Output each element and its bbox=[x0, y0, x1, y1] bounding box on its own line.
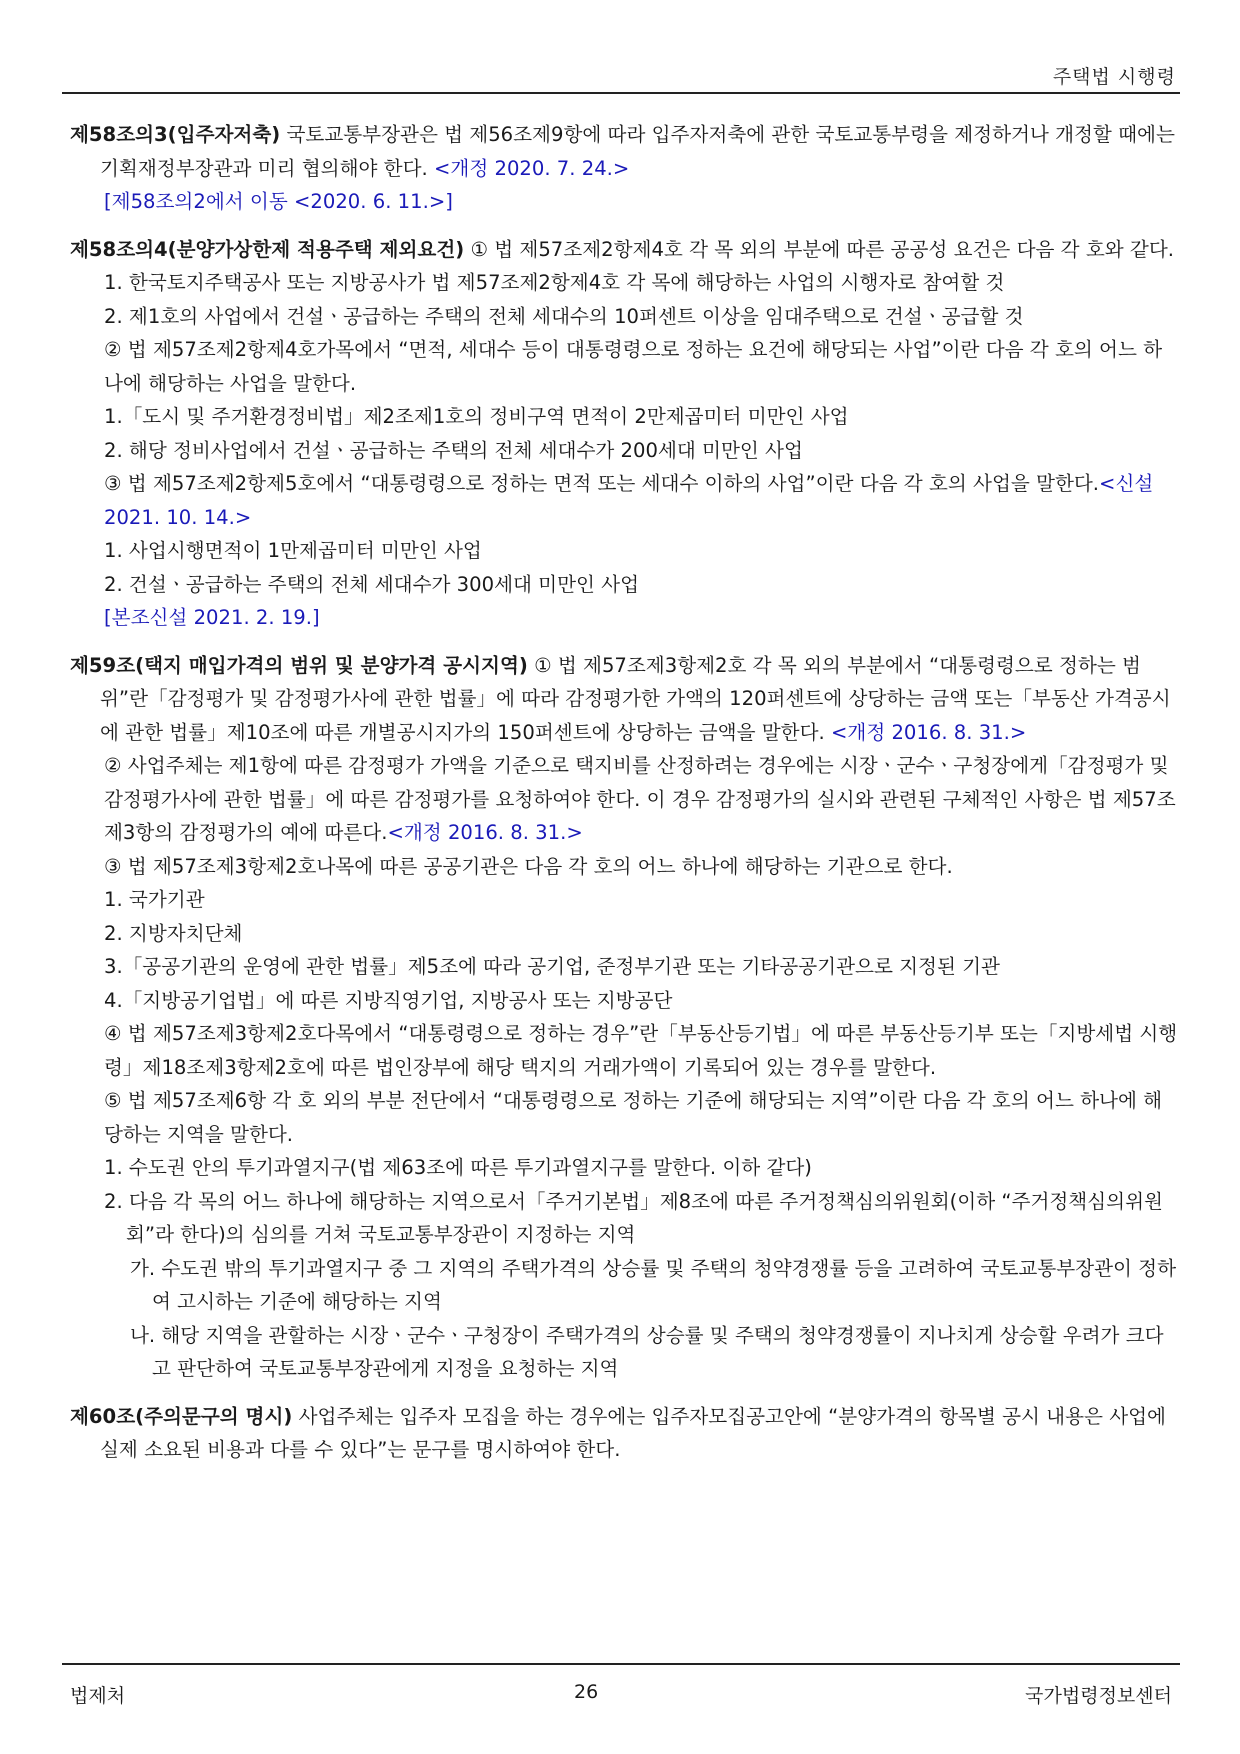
article-59-paragraph-3: ③ 법 제57조제3항제2호나목에 따른 공공기관은 다음 각 호의 어느 하나에 해당하는 기관으로 한다. bbox=[104, 854, 953, 878]
article-body: 사업주체는 입주자 모집을 하는 경우에는 입주자모집공고안에 “분양가격의 항목별 공시 내용은 사업에 실제 소요된 비용과 다를 수 있다”는 문구를 명시하여야 한다. bbox=[100, 1404, 1166, 1461]
relocation-note: [제58조의2에서 이동 <2020. 6. 11.>] bbox=[104, 190, 453, 213]
list-item: 2. 제1호의 사업에서 건설ㆍ공급하는 주택의 전체 세대수의 10퍼센트 이상을 임대주택으로 건설ㆍ공급할 것 bbox=[104, 304, 1024, 328]
list-item: 1. 한국토지주택공사 또는 지방공사가 법 제57조제2항제4호 각 목에 해당하는 사업의 시행자로 참여할 것 bbox=[104, 271, 1005, 294]
paragraph-text: ① 법 제57조제3항제2호 각 목 외의 부분에서 “대통령령으로 정하는 범위”란「감정평가 및 감정평가사에 관한 법률」에 따라 감정평가한 가액의 120퍼센트에 상당하는 금액 또는「부동산 가격공시에 관한 법률」제10조에 따른 개별공시지가의 150퍼센트에 상당하는 금액을 말한다. bbox=[100, 653, 1171, 744]
list-item: 2. 다음 각 목의 어느 하나에 해당하는 지역으로서「주거기본법」제8조에 따른 주거정책심의위원회(이하 “주거정책심의위원회”라 한다)의 심의를 거쳐 국토교통부장관이 지정하는 지역 bbox=[104, 1189, 1163, 1246]
list-item: 4.「지방공기업법」에 따른 지방직영기업, 지방공사 또는 지방공단 bbox=[104, 988, 673, 1012]
article-58-4-paragraph-1 bbox=[70, 233, 1178, 267]
list-item: 2. 지방자치단체 bbox=[104, 921, 243, 945]
article-59-paragraph-5: ⑤ 법 제57조제6항 각 호 외의 부분 전단에서 “대통령령으로 정하는 기준에 해당되는 지역”이란 다음 각 호의 어느 하나에 해당하는 지역을 말한다. bbox=[104, 1089, 1163, 1146]
article-title: 제58조의3(입주자저축) bbox=[70, 123, 281, 146]
enactment-note: [본조신설 2021. 2. 19.] bbox=[104, 606, 320, 629]
sub-list-item: 가. 수도권 밖의 투기과열지구 중 그 지역의 주택가격의 상승률 및 주택의 청약경쟁률 등을 고려하여 국토교통부장관이 정하여 고시하는 기준에 해당하는 지역 bbox=[130, 1256, 1177, 1313]
document-body bbox=[70, 118, 1178, 1481]
article-body: 국토교통부장관은 법 제56조제9항에 따라 입주자저축에 관한 국토교통부령을 제정하거나 개정할 때에는 기획재정부장관과 미리 협의해야 한다. bbox=[100, 123, 1175, 180]
amendment-note: <개정 2016. 8. 31.> bbox=[830, 720, 1027, 744]
amendment-note: <개정 2016. 8. 31.> bbox=[387, 821, 583, 844]
article-58-3-text bbox=[70, 118, 1178, 185]
amendment-note: <신설 2021. 10. 14.> bbox=[104, 472, 1154, 529]
list-item: 1. 수도권 안의 투기과열지구(법 제63조에 따른 투기과열지구를 말한다. 이하 같다) bbox=[104, 1156, 812, 1179]
list-item: 1. 국가기관 bbox=[104, 888, 205, 911]
article-title: 제59조(택지 매입가격의 범위 및 분양가격 공시지역) bbox=[70, 653, 528, 677]
article-58-4-paragraph-3 bbox=[70, 467, 1178, 534]
article-59 bbox=[70, 649, 1178, 1386]
list-item: 2. 해당 정비사업에서 건설ㆍ공급하는 주택의 전체 세대수가 200세대 미만인 사업 bbox=[104, 438, 803, 462]
paragraph-text: ① 법 제57조제2항제4호 각 목 외의 부분에 따른 공공성 요건은 다음 각 호와 같다. bbox=[464, 237, 1174, 261]
article-58-4-paragraph-2: ② 법 제57조제2항제4호가목에서 “면적, 세대수 등이 대통령령으로 정하는 요건에 해당되는 사업”이란 다음 각 호의 어느 하나에 해당하는 사업을 말한다. bbox=[104, 338, 1163, 395]
article-59-paragraph-4: ④ 법 제57조제3항제2호다목에서 “대통령령으로 정하는 경우”란「부동산등기법」에 따른 부동산등기부 또는「지방세법 시행령」제18조제3항제2호에 따른 법인장부에 해당 택지의 거래가액이 기록되어 있는 경우를 말한다. bbox=[104, 1022, 1178, 1079]
footer-publisher: 법제처 bbox=[70, 1685, 126, 1707]
footer-divider bbox=[62, 1663, 1180, 1665]
article-59-paragraph-1 bbox=[70, 649, 1178, 750]
article-title: 제60조(주의문구의 명시) bbox=[70, 1404, 293, 1428]
article-58-3 bbox=[70, 118, 1178, 219]
header-title: 주택법 시행령 bbox=[1052, 66, 1176, 88]
article-60-text bbox=[70, 1400, 1178, 1467]
paragraph-text: ③ 법 제57조제2항제5호에서 “대통령령으로 정하는 면적 또는 세대수 이하의 사업”이란 다음 각 호의 사업을 말한다. bbox=[104, 472, 1100, 495]
list-item: 3.「공공기관의 운영에 관한 법률」제5조에 따라 공기업, 준정부기관 또는 기타공공기관으로 지정된 기관 bbox=[104, 955, 1000, 978]
sub-list-item: 나. 해당 지역을 관할하는 시장ㆍ군수ㆍ구청장이 주택가격의 상승률 및 주택의 청약경쟁률이 지나치게 상승할 우려가 크다고 판단하여 국토교통부장관에게 지정을 요청하는 지역 bbox=[130, 1323, 1164, 1380]
list-item: 1. 사업시행면적이 1만제곱미터 미만인 사업 bbox=[104, 539, 482, 562]
header-divider bbox=[62, 92, 1180, 94]
article-58-4 bbox=[70, 233, 1178, 635]
list-item: 1.「도시 및 주거환경정비법」제2조제1호의 정비구역 면적이 2만제곱미터 미만인 사업 bbox=[104, 405, 849, 428]
list-item: 2. 건설ㆍ공급하는 주택의 전체 세대수가 300세대 미만인 사업 bbox=[104, 572, 640, 596]
article-59-paragraph-2 bbox=[70, 749, 1178, 850]
footer-source: 국가법령정보센터 bbox=[1025, 1685, 1172, 1707]
article-title: 제58조의4(분양가상한제 적용주택 제외요건) bbox=[70, 237, 465, 261]
paragraph-text: ② 사업주체는 제1항에 따른 감정평가 가액을 기준으로 택지비를 산정하려는 경우에는 시장ㆍ군수ㆍ구청장에게「감정평가 및 감정평가사에 관한 법률」에 따른 감정평가를 요청하여야 한다. 이 경우 감정평가의 실시와 관련된 구체적인 사항은 법 제57조제3항의 감정평가의 예에 따른다. bbox=[104, 754, 1176, 844]
article-60 bbox=[70, 1400, 1178, 1467]
page-number: 26 bbox=[574, 1681, 599, 1703]
amendment-note: <개정 2020. 7. 24.> bbox=[433, 156, 630, 180]
